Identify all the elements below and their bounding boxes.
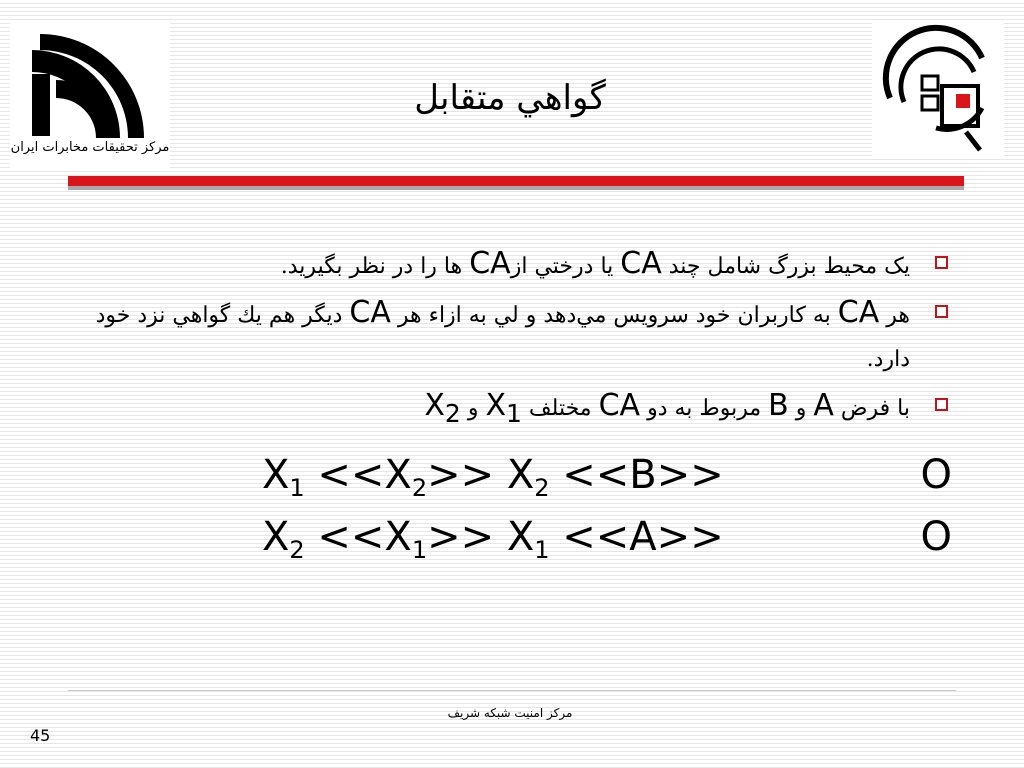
protocol-marker: O [920, 452, 952, 498]
x2-subscript: 2 [444, 399, 461, 428]
page-title: گواهي متقابل [414, 78, 606, 118]
title-divider-shadow [68, 186, 964, 190]
bullet-item-2 [90, 291, 950, 382]
logo-caption: مرکز تحقیقات مخابرات ایران [10, 140, 170, 155]
bullet-text: به کاربران خود سرويس مي‌دهد و لي به ازاء هر [397, 303, 831, 328]
bullet-text: و [795, 396, 807, 421]
sharif-network-security-logo-icon [882, 24, 994, 152]
bullet-text: مختلف [528, 396, 592, 421]
protocol-expression: $X_1 <<X_2>> X_2 <<B>>$ [262, 452, 724, 502]
bullet-text: و [467, 396, 479, 421]
page-number: 45 [30, 726, 51, 745]
x1-term [485, 388, 522, 428]
x2-letter: X [424, 388, 445, 423]
bullet-text: ها را در نظر بگيريد. [280, 254, 463, 279]
bullet-marker-icon [935, 305, 948, 318]
bullet-text: يا درختي از [510, 254, 614, 279]
bullet-marker-icon [935, 256, 948, 269]
entity-b: B [768, 388, 789, 423]
x2-term [424, 388, 461, 428]
x1-subscript: 1 [506, 399, 522, 428]
bullet-text: ديگر هم يك گواهي نزد خود دارد. [95, 303, 910, 372]
protocol-line-1 [262, 452, 952, 516]
protocol-line-2 [262, 514, 952, 578]
ca-term: CA [598, 388, 641, 423]
bullet-marker-icon [935, 398, 948, 411]
bullet-item-3 [90, 384, 950, 436]
protocol-expression: $X_2 <<X_1>> X_1 <<A>>$ [262, 514, 724, 564]
bullet-text: يک محيط بزرگ شامل چند [668, 254, 910, 279]
footer-divider [68, 690, 956, 691]
bullet-text: مربوط به دو [647, 396, 762, 421]
title-divider [68, 176, 964, 186]
x1-letter: X [485, 388, 506, 423]
bullet-item-1 [90, 242, 950, 289]
entity-a: A [813, 388, 834, 423]
footer-text: مرکز امنيت شبکه شريف [447, 706, 573, 720]
ca-term: CA [469, 246, 511, 281]
protocol-marker: O [920, 514, 952, 560]
sharif-logo [872, 22, 1004, 156]
bullet-text: هر [886, 303, 910, 328]
ca-term: CA [837, 295, 880, 330]
ca-term: CA [620, 246, 662, 281]
itrc-logo [10, 22, 170, 170]
bullet-list [90, 242, 950, 438]
wifi-signal-icon [32, 28, 148, 138]
ca-term: CA [349, 295, 391, 330]
bullet-text: با فرض [840, 396, 910, 421]
